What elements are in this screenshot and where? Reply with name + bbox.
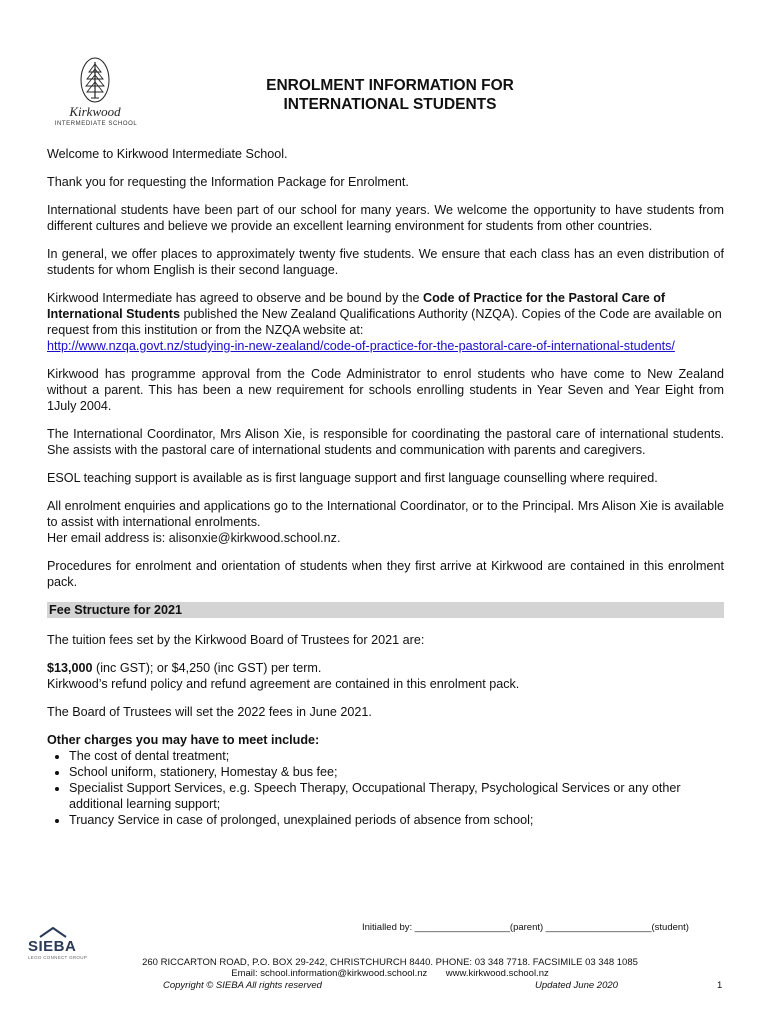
document-body xyxy=(47,146,724,828)
tree-crest-icon xyxy=(50,54,140,104)
paragraph-approval: Kirkwood has programme approval from the Code Administrator to enrol students who have come to New Zealand without a parent. This has been a new requirement for schools enrolling students in Year Seven and Year Eight from 1July 2004. xyxy=(47,367,724,413)
page-number: 1 xyxy=(717,980,723,991)
footer-address: 260 RICCARTON ROAD, P.O. BOX 29-242, CHRISTCHURCH 8440. PHONE: 03 348 7718. FACSIMILE 03 348 1085 xyxy=(142,957,638,968)
fee-amount-value: $13,000 xyxy=(47,661,93,675)
paragraph-thanks: Thank you for requesting the Information Package for Enrolment. xyxy=(47,175,409,189)
code-text-b: published the New Zealand Qualifications Authority (NZQA). Copies of the Code are available on request from this institution or from the NZQA website at: xyxy=(47,307,722,337)
paragraph-enquiries xyxy=(47,498,724,546)
email-text: Her email address is: alisonxie@kirkwood.school.nz. xyxy=(47,531,341,545)
paragraph-places: In general, we offer places to approximately twenty five students. We ensure that each class has an even distribution of students for whom English is their second language. xyxy=(47,247,724,277)
paragraph-code-of-practice xyxy=(47,290,724,354)
sieba-logo xyxy=(28,926,88,962)
other-charges-heading: Other charges you may have to meet include: xyxy=(47,733,320,747)
sieba-name: SIEBA xyxy=(28,938,77,955)
list-item: • Truancy Service in case of prolonged, unexplained periods of absence from school; xyxy=(69,812,724,828)
other-charges-list xyxy=(47,748,724,828)
nzqa-link[interactable]: http://www.nzqa.govt.nz/studying-in-new-zealand/code-of-practice-for-the-pastoral-care-of-international-students/ xyxy=(47,339,675,353)
code-text-a: Kirkwood Intermediate has agreed to observe and be bound by the xyxy=(47,291,423,305)
refund-text: Kirkwood’s refund policy and refund agreement are contained in this enrolment pack. xyxy=(47,677,520,691)
fee-structure-heading: Fee Structure for 2021 xyxy=(47,602,724,618)
initialled-line: Initialled by: __________________(parent) ____________________(student) xyxy=(362,922,689,933)
footer-contact: Email: school.information@kirkwood.school.nz www.kirkwood.school.nz xyxy=(231,968,549,979)
list-item: • School uniform, stationery, Homestay & bus fee; xyxy=(69,764,724,780)
fees-amount xyxy=(47,660,724,692)
fees-next-year: The Board of Trustees will set the 2022 fees in June 2021. xyxy=(47,705,372,719)
list-item: • The cost of dental treatment; xyxy=(69,748,724,764)
title-line-1: ENROLMENT INFORMATION FOR xyxy=(266,77,514,94)
school-logo xyxy=(50,54,140,132)
paragraph-history: International students have been part of our school for many years. We welcome the opportunity to have students from different cultures and believe we provide an excellent learning environment for students from other countries. xyxy=(47,203,724,233)
fees-intro: The tuition fees set by the Kirkwood Board of Trustees for 2021 are: xyxy=(47,633,425,647)
title-line-2: INTERNATIONAL STUDENTS xyxy=(283,96,497,113)
fee-amount-detail: (inc GST); or $4,250 (inc GST) per term. xyxy=(92,661,322,675)
sieba-mark-icon xyxy=(38,926,68,938)
footer-updated: Updated June 2020 xyxy=(535,980,618,991)
enquiries-text: All enrolment enquiries and applications go to the International Coordinator, or to the Principal. Mrs Alison Xie is available to assist with international enrolments. xyxy=(47,499,724,529)
footer-copyright: Copyright © SIEBA All rights reserved xyxy=(163,980,322,991)
paragraph-coordinator: The International Coordinator, Mrs Alison Xie, is responsible for coordinating the pastoral care of international students. She assists with the pastoral care of international students and communication with parents and caregivers. xyxy=(47,427,724,457)
paragraph-welcome: Welcome to Kirkwood Intermediate School. xyxy=(47,147,288,161)
list-item: • Specialist Support Services, e.g. Speech Therapy, Occupational Therapy, Psychological Services or any other additional learning support; xyxy=(69,780,724,812)
sieba-subtitle: LEGO CONNECT GROUP xyxy=(28,955,88,960)
logo-subtitle: INTERMEDIATE SCHOOL xyxy=(54,121,138,127)
code-title: Code of Practice for the Pastoral Care of International Students xyxy=(47,291,666,321)
page-title xyxy=(140,76,640,114)
paragraph-esol: ESOL teaching support is available as is first language support and first language counselling where required. xyxy=(47,471,658,485)
paragraph-procedures: Procedures for enrolment and orientation of students when they first arrive at Kirkwood are contained in this enrolment pack. xyxy=(47,559,724,589)
logo-name: Kirkwood xyxy=(69,104,121,119)
